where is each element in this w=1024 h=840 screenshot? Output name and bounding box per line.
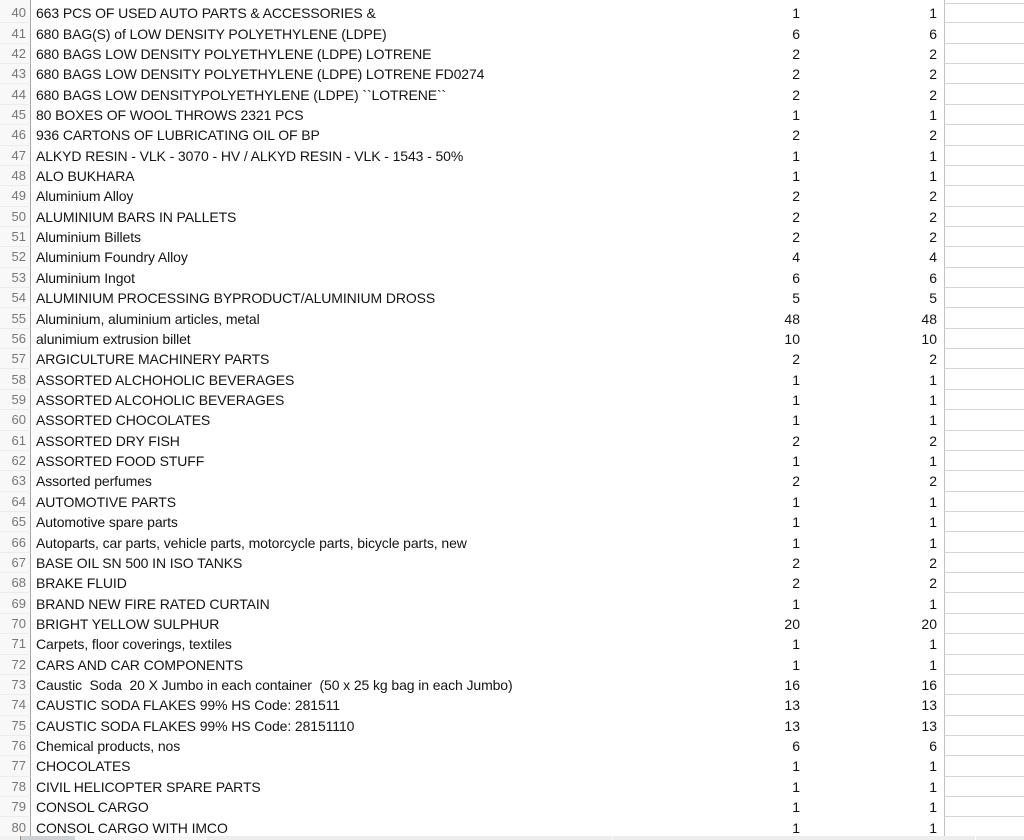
count-cell-2[interactable]: 6 bbox=[929, 738, 937, 755]
empty-cell[interactable] bbox=[944, 777, 1024, 797]
count-cell-1[interactable]: 20 bbox=[784, 615, 800, 632]
commodity-description-cell[interactable]: Assorted perfumes bbox=[36, 473, 152, 490]
count-cell-2[interactable]: 2 bbox=[929, 473, 937, 490]
row-number[interactable]: 72 bbox=[0, 655, 31, 675]
commodity-description-cell[interactable]: ALUMINIUM PROCESSING BYPRODUCT/ALUMINIUM DROSS bbox=[36, 290, 436, 307]
empty-cell[interactable] bbox=[944, 268, 1024, 288]
commodity-description-cell[interactable]: CONSOL CARGO bbox=[36, 799, 149, 816]
count-cell-1[interactable]: 2 bbox=[792, 432, 800, 449]
count-cell-2[interactable]: 1 bbox=[929, 168, 937, 185]
count-cell-1[interactable]: 1 bbox=[792, 514, 800, 531]
count-cell-2[interactable]: 1 bbox=[929, 392, 937, 408]
table-row bbox=[0, 105, 1024, 125]
table-row bbox=[0, 64, 1024, 84]
row-number[interactable]: 43 bbox=[0, 64, 31, 84]
count-cell-2[interactable]: 6 bbox=[929, 25, 937, 42]
empty-cell[interactable] bbox=[944, 634, 1024, 654]
row-number[interactable]: 42 bbox=[0, 44, 31, 64]
empty-cell[interactable] bbox=[944, 675, 1024, 695]
count-cell-2[interactable]: 1 bbox=[929, 656, 937, 673]
row-number[interactable]: 59 bbox=[0, 390, 31, 410]
commodity-description-cell[interactable]: 680 BAGS LOW DENSITY POLYETHYLENE (LDPE) LOTRENE bbox=[36, 45, 432, 62]
table-row bbox=[0, 634, 1024, 654]
count-cell-2[interactable]: 2 bbox=[929, 66, 937, 83]
count-cell-1[interactable]: 2 bbox=[792, 575, 800, 592]
count-cell-1[interactable]: 2 bbox=[792, 351, 800, 368]
next-row-segment bbox=[75, 836, 205, 840]
commodity-description-cell[interactable]: CAUSTIC SODA FLAKES 99% HS Code: 281511 bbox=[36, 697, 340, 714]
next-row-segment bbox=[21, 836, 75, 840]
count-cell-1[interactable]: 1 bbox=[792, 534, 800, 551]
count-cell-1[interactable]: 1 bbox=[792, 5, 800, 22]
empty-cell[interactable] bbox=[944, 369, 1024, 389]
table-row bbox=[0, 227, 1024, 247]
count-cell-2[interactable]: 2 bbox=[929, 351, 937, 368]
commodity-description-cell[interactable]: ASSORTED ALCHOHOLIC BEVERAGES bbox=[36, 371, 295, 388]
row-number[interactable]: 44 bbox=[0, 84, 31, 104]
table-row bbox=[0, 614, 1024, 634]
count-cell-2[interactable]: 5 bbox=[929, 290, 937, 307]
row-number[interactable]: 52 bbox=[0, 247, 31, 267]
table-row bbox=[0, 655, 1024, 675]
table-row bbox=[0, 512, 1024, 532]
count-cell-2[interactable]: 1 bbox=[929, 493, 937, 510]
row-number[interactable]: 78 bbox=[0, 777, 31, 797]
row-number[interactable]: 57 bbox=[0, 349, 31, 369]
row-number[interactable]: 63 bbox=[0, 471, 31, 491]
next-row-gridline bbox=[205, 836, 206, 840]
commodity-description-cell[interactable]: 663 PCS OF USED AUTO PARTS & ACCESSORIES & bbox=[36, 5, 376, 22]
count-cell-1[interactable]: 2 bbox=[792, 86, 800, 103]
row-number[interactable]: 46 bbox=[0, 125, 31, 145]
row-number[interactable]: 76 bbox=[0, 736, 31, 756]
spreadsheet-grid bbox=[0, 3, 1024, 838]
count-cell-2[interactable]: 1 bbox=[929, 453, 937, 470]
count-cell-2[interactable]: 2 bbox=[929, 188, 937, 205]
next-row-gridline bbox=[975, 836, 976, 840]
commodity-description-cell[interactable]: CAUSTIC SODA FLAKES 99% HS Code: 28151110 bbox=[36, 717, 355, 734]
count-cell-1[interactable]: 2 bbox=[792, 208, 800, 225]
empty-cell[interactable] bbox=[944, 451, 1024, 471]
count-cell-2[interactable]: 1 bbox=[929, 534, 937, 551]
commodity-description-cell[interactable]: Autoparts, car parts, vehicle parts, motorcycle parts, bicycle parts, new bbox=[36, 534, 467, 551]
count-cell-1[interactable]: 1 bbox=[792, 493, 800, 510]
table-row bbox=[0, 573, 1024, 593]
table-row bbox=[0, 308, 1024, 328]
next-row-segment bbox=[0, 836, 20, 840]
row-number[interactable]: 65 bbox=[0, 512, 31, 532]
count-cell-2[interactable]: 1 bbox=[929, 636, 937, 653]
commodity-description-cell[interactable]: CONSOL CARGO WITH IMCO bbox=[36, 819, 228, 836]
table-row bbox=[0, 369, 1024, 389]
table-row bbox=[0, 288, 1024, 308]
table-row bbox=[0, 84, 1024, 104]
commodity-description-cell[interactable]: alunimium extrusion billet bbox=[36, 330, 191, 347]
count-cell-2[interactable]: 1 bbox=[929, 799, 937, 816]
row-number[interactable]: 45 bbox=[0, 105, 31, 125]
table-row bbox=[0, 44, 1024, 64]
row-number[interactable]: 41 bbox=[0, 23, 31, 43]
empty-cell[interactable] bbox=[944, 44, 1024, 64]
row-number[interactable]: 61 bbox=[0, 431, 31, 451]
count-cell-1[interactable]: 2 bbox=[792, 66, 800, 83]
table-row bbox=[0, 125, 1024, 145]
table-row bbox=[0, 532, 1024, 552]
commodity-description-cell[interactable]: 680 BAG(S) of LOW DENSITY POLYETHYLENE (LDPE) bbox=[36, 25, 387, 42]
count-cell-2[interactable]: 48 bbox=[921, 310, 937, 327]
commodity-description-cell[interactable]: Aluminium Billets bbox=[36, 229, 141, 246]
commodity-description-cell[interactable]: CHOCOLATES bbox=[36, 758, 131, 775]
row-number[interactable]: 68 bbox=[0, 573, 31, 593]
table-row bbox=[0, 3, 1024, 23]
row-number[interactable]: 75 bbox=[0, 716, 31, 736]
empty-cell[interactable] bbox=[944, 64, 1024, 84]
row-number[interactable]: 69 bbox=[0, 593, 31, 613]
count-cell-2[interactable]: 2 bbox=[929, 432, 937, 449]
count-cell-2[interactable]: 13 bbox=[921, 717, 937, 734]
count-cell-2[interactable]: 1 bbox=[929, 371, 937, 388]
count-cell-1[interactable]: 13 bbox=[784, 697, 800, 714]
count-cell-1[interactable]: 1 bbox=[792, 392, 800, 408]
empty-cell[interactable] bbox=[944, 125, 1024, 145]
count-cell-2[interactable]: 1 bbox=[929, 147, 937, 164]
commodity-description-cell[interactable]: Chemical products, nos bbox=[36, 738, 181, 755]
count-cell-2[interactable]: 2 bbox=[929, 554, 937, 571]
next-row-sliver bbox=[0, 836, 1024, 840]
commodity-description-cell[interactable]: BRIGHT YELLOW SULPHUR bbox=[36, 615, 220, 632]
empty-cell[interactable] bbox=[944, 553, 1024, 573]
table-row bbox=[0, 207, 1024, 227]
table-row bbox=[0, 349, 1024, 369]
table-row bbox=[0, 777, 1024, 797]
count-cell-1[interactable]: 13 bbox=[784, 717, 800, 734]
count-cell-1[interactable]: 4 bbox=[792, 249, 800, 266]
commodity-description-cell[interactable]: 680 BAGS LOW DENSITYPOLYETHYLENE (LDPE) ``LOTRENE`` bbox=[36, 86, 447, 103]
table-row bbox=[0, 268, 1024, 288]
commodity-description-cell[interactable]: Carpets, floor coverings, textiles bbox=[36, 636, 232, 653]
row-number[interactable]: 50 bbox=[0, 207, 31, 227]
row-number[interactable]: 80 bbox=[0, 817, 31, 837]
empty-cell[interactable] bbox=[944, 736, 1024, 756]
row-number[interactable]: 70 bbox=[0, 614, 31, 634]
count-cell-1[interactable]: 16 bbox=[784, 677, 800, 694]
table-row bbox=[0, 471, 1024, 491]
commodity-description-cell[interactable]: Automotive spare parts bbox=[36, 514, 178, 531]
count-cell-1[interactable]: 2 bbox=[792, 554, 800, 571]
count-cell-2[interactable]: 20 bbox=[921, 615, 937, 632]
count-cell-1[interactable]: 2 bbox=[792, 473, 800, 490]
commodity-description-cell[interactable]: Aluminium Ingot bbox=[36, 269, 135, 286]
table-row bbox=[0, 797, 1024, 817]
table-row bbox=[0, 390, 1024, 410]
empty-cell[interactable] bbox=[944, 390, 1024, 410]
table-row bbox=[0, 756, 1024, 776]
empty-cell[interactable] bbox=[944, 288, 1024, 308]
row-number[interactable]: 67 bbox=[0, 553, 31, 573]
row-number[interactable]: 62 bbox=[0, 451, 31, 471]
count-cell-2[interactable]: 16 bbox=[921, 677, 937, 694]
table-row bbox=[0, 553, 1024, 573]
row-number[interactable]: 60 bbox=[0, 410, 31, 430]
count-cell-2[interactable]: 1 bbox=[929, 819, 937, 836]
empty-cell[interactable] bbox=[944, 532, 1024, 552]
table-row bbox=[0, 817, 1024, 837]
empty-cell[interactable] bbox=[944, 207, 1024, 227]
empty-cell[interactable] bbox=[944, 756, 1024, 776]
commodity-description-cell[interactable]: ARGICULTURE MACHINERY PARTS bbox=[36, 351, 270, 368]
row-number[interactable]: 58 bbox=[0, 369, 31, 389]
empty-cell[interactable] bbox=[944, 227, 1024, 247]
count-cell-2[interactable]: 1 bbox=[929, 595, 937, 612]
empty-cell[interactable] bbox=[944, 471, 1024, 491]
commodity-description-cell[interactable]: Aluminium Foundry Alloy bbox=[36, 249, 188, 266]
commodity-description-cell[interactable]: 80 BOXES OF WOOL THROWS 2321 PCS bbox=[36, 106, 304, 123]
table-row bbox=[0, 186, 1024, 206]
empty-cell[interactable] bbox=[944, 593, 1024, 613]
row-number[interactable]: 77 bbox=[0, 756, 31, 776]
table-row bbox=[0, 247, 1024, 267]
table-row bbox=[0, 431, 1024, 451]
count-cell-2[interactable]: 13 bbox=[921, 697, 937, 714]
commodity-description-cell[interactable]: ASSORTED CHOCOLATES bbox=[36, 412, 211, 429]
count-cell-2[interactable]: 4 bbox=[929, 249, 937, 266]
table-row bbox=[0, 492, 1024, 512]
commodity-description-cell[interactable]: 936 CARTONS OF LUBRICATING OIL OF BP bbox=[36, 127, 320, 144]
row-number[interactable]: 73 bbox=[0, 675, 31, 695]
row-number[interactable]: 74 bbox=[0, 695, 31, 715]
row-number[interactable]: 64 bbox=[0, 492, 31, 512]
empty-cell[interactable] bbox=[944, 695, 1024, 715]
row-number[interactable]: 53 bbox=[0, 268, 31, 288]
commodity-description-cell[interactable]: 680 BAGS LOW DENSITY POLYETHYLENE (LDPE) LOTRENE FD0274 bbox=[36, 66, 485, 83]
empty-cell[interactable] bbox=[944, 23, 1024, 43]
empty-cell[interactable] bbox=[944, 105, 1024, 125]
count-cell-1[interactable]: 1 bbox=[792, 778, 800, 795]
count-cell-1[interactable]: 1 bbox=[792, 656, 800, 673]
commodity-description-cell[interactable]: Aluminium, aluminium articles, metal bbox=[36, 310, 260, 327]
empty-cell[interactable] bbox=[944, 247, 1024, 267]
empty-cell[interactable] bbox=[944, 3, 1024, 23]
count-cell-1[interactable]: 1 bbox=[792, 371, 800, 388]
table-row bbox=[0, 166, 1024, 186]
count-cell-2[interactable]: 10 bbox=[921, 330, 937, 347]
next-row-gridline bbox=[612, 836, 613, 840]
table-row bbox=[0, 736, 1024, 756]
empty-cell[interactable] bbox=[944, 797, 1024, 817]
empty-cell[interactable] bbox=[944, 492, 1024, 512]
count-cell-2[interactable]: 2 bbox=[929, 575, 937, 592]
count-cell-1[interactable]: 1 bbox=[792, 106, 800, 123]
commodity-description-cell[interactable]: AUTOMOTIVE PARTS bbox=[36, 493, 176, 510]
empty-cell[interactable] bbox=[944, 308, 1024, 328]
commodity-description-cell[interactable]: CARS AND CAR COMPONENTS bbox=[36, 656, 243, 673]
count-cell-1[interactable]: 1 bbox=[792, 147, 800, 164]
row-number[interactable]: 48 bbox=[0, 166, 31, 186]
count-cell-1[interactable]: 1 bbox=[792, 636, 800, 653]
table-row bbox=[0, 23, 1024, 43]
table-row bbox=[0, 695, 1024, 715]
commodity-description-cell[interactable]: ALO BUKHARA bbox=[36, 168, 135, 185]
empty-cell[interactable] bbox=[944, 166, 1024, 186]
count-cell-2[interactable]: 6 bbox=[929, 269, 937, 286]
count-cell-1[interactable]: 5 bbox=[792, 290, 800, 307]
row-number[interactable]: 54 bbox=[0, 288, 31, 308]
count-cell-2[interactable]: 1 bbox=[929, 5, 937, 22]
commodity-description-cell[interactable]: BASE OIL SN 500 IN ISO TANKS bbox=[36, 554, 243, 571]
commodity-description-cell[interactable]: BRAND NEW FIRE RATED CURTAIN bbox=[36, 595, 270, 612]
count-cell-2[interactable]: 2 bbox=[929, 229, 937, 246]
row-number[interactable]: 56 bbox=[0, 329, 31, 349]
empty-cell[interactable] bbox=[944, 716, 1024, 736]
count-cell-1[interactable]: 6 bbox=[792, 25, 800, 42]
row-number[interactable]: 66 bbox=[0, 532, 31, 552]
table-row bbox=[0, 716, 1024, 736]
row-number[interactable]: 55 bbox=[0, 308, 31, 328]
count-cell-1[interactable]: 1 bbox=[792, 758, 800, 775]
row-number[interactable]: 51 bbox=[0, 227, 31, 247]
table-row bbox=[0, 675, 1024, 695]
commodity-description-cell[interactable]: ASSORTED ALCOHOLIC BEVERAGES bbox=[36, 392, 285, 408]
commodity-description-cell[interactable]: CIVIL HELICOPTER SPARE PARTS bbox=[36, 778, 261, 795]
count-cell-2[interactable]: 2 bbox=[929, 45, 937, 62]
row-number[interactable]: 71 bbox=[0, 634, 31, 654]
count-cell-2[interactable]: 1 bbox=[929, 106, 937, 123]
empty-cell[interactable] bbox=[944, 146, 1024, 166]
empty-cell[interactable] bbox=[944, 573, 1024, 593]
commodity-description-cell[interactable]: Aluminium Alloy bbox=[36, 188, 134, 205]
empty-cell[interactable] bbox=[944, 349, 1024, 369]
count-cell-2[interactable]: 1 bbox=[929, 758, 937, 775]
count-cell-1[interactable]: 10 bbox=[784, 330, 800, 347]
row-number[interactable]: 47 bbox=[0, 146, 31, 166]
empty-cell[interactable] bbox=[944, 84, 1024, 104]
empty-cell[interactable] bbox=[944, 614, 1024, 634]
count-cell-1[interactable]: 2 bbox=[792, 229, 800, 246]
empty-cell[interactable] bbox=[944, 186, 1024, 206]
commodity-description-cell[interactable]: ALKYD RESIN - VLK - 3070 - HV / ALKYD RESIN - VLK - 1543 - 50% bbox=[36, 147, 464, 164]
table-row bbox=[0, 451, 1024, 471]
empty-cell[interactable] bbox=[944, 817, 1024, 837]
count-cell-2[interactable]: 2 bbox=[929, 86, 937, 103]
count-cell-1[interactable]: 1 bbox=[792, 799, 800, 816]
count-cell-1[interactable]: 2 bbox=[792, 45, 800, 62]
empty-cell[interactable] bbox=[944, 410, 1024, 430]
count-cell-1[interactable]: 1 bbox=[792, 819, 800, 836]
row-number[interactable]: 49 bbox=[0, 186, 31, 206]
count-cell-1[interactable]: 6 bbox=[792, 269, 800, 286]
commodity-description-cell[interactable]: ASSORTED DRY FISH bbox=[36, 432, 180, 449]
empty-cell[interactable] bbox=[944, 431, 1024, 451]
table-row bbox=[0, 410, 1024, 430]
count-cell-1[interactable]: 1 bbox=[792, 453, 800, 470]
row-number[interactable]: 40 bbox=[0, 3, 31, 23]
count-cell-1[interactable]: 6 bbox=[792, 738, 800, 755]
count-cell-1[interactable]: 1 bbox=[792, 595, 800, 612]
count-cell-2[interactable]: 1 bbox=[929, 514, 937, 531]
table-row bbox=[0, 329, 1024, 349]
table-row bbox=[0, 593, 1024, 613]
row-number[interactable]: 79 bbox=[0, 797, 31, 817]
count-cell-1[interactable]: 1 bbox=[792, 412, 800, 429]
empty-cell[interactable] bbox=[944, 329, 1024, 349]
table-row bbox=[0, 146, 1024, 166]
count-cell-2[interactable]: 1 bbox=[929, 778, 937, 795]
commodity-description-cell[interactable]: ASSORTED FOOD STUFF bbox=[36, 453, 205, 470]
count-cell-2[interactable]: 1 bbox=[929, 412, 937, 429]
commodity-description-cell[interactable]: Caustic Soda 20 X Jumbo in each container (50 x 25 kg bag in each Jumbo) bbox=[36, 677, 513, 694]
count-cell-1[interactable]: 1 bbox=[792, 168, 800, 185]
count-cell-1[interactable]: 2 bbox=[792, 127, 800, 144]
count-cell-2[interactable]: 2 bbox=[929, 127, 937, 144]
empty-cell[interactable] bbox=[944, 512, 1024, 532]
count-cell-2[interactable]: 2 bbox=[929, 208, 937, 225]
commodity-description-cell[interactable]: ALUMINIUM BARS IN PALLETS bbox=[36, 208, 237, 225]
commodity-description-cell[interactable]: BRAKE FLUID bbox=[36, 575, 127, 592]
count-cell-1[interactable]: 48 bbox=[784, 310, 800, 327]
empty-cell[interactable] bbox=[944, 655, 1024, 675]
count-cell-1[interactable]: 2 bbox=[792, 188, 800, 205]
